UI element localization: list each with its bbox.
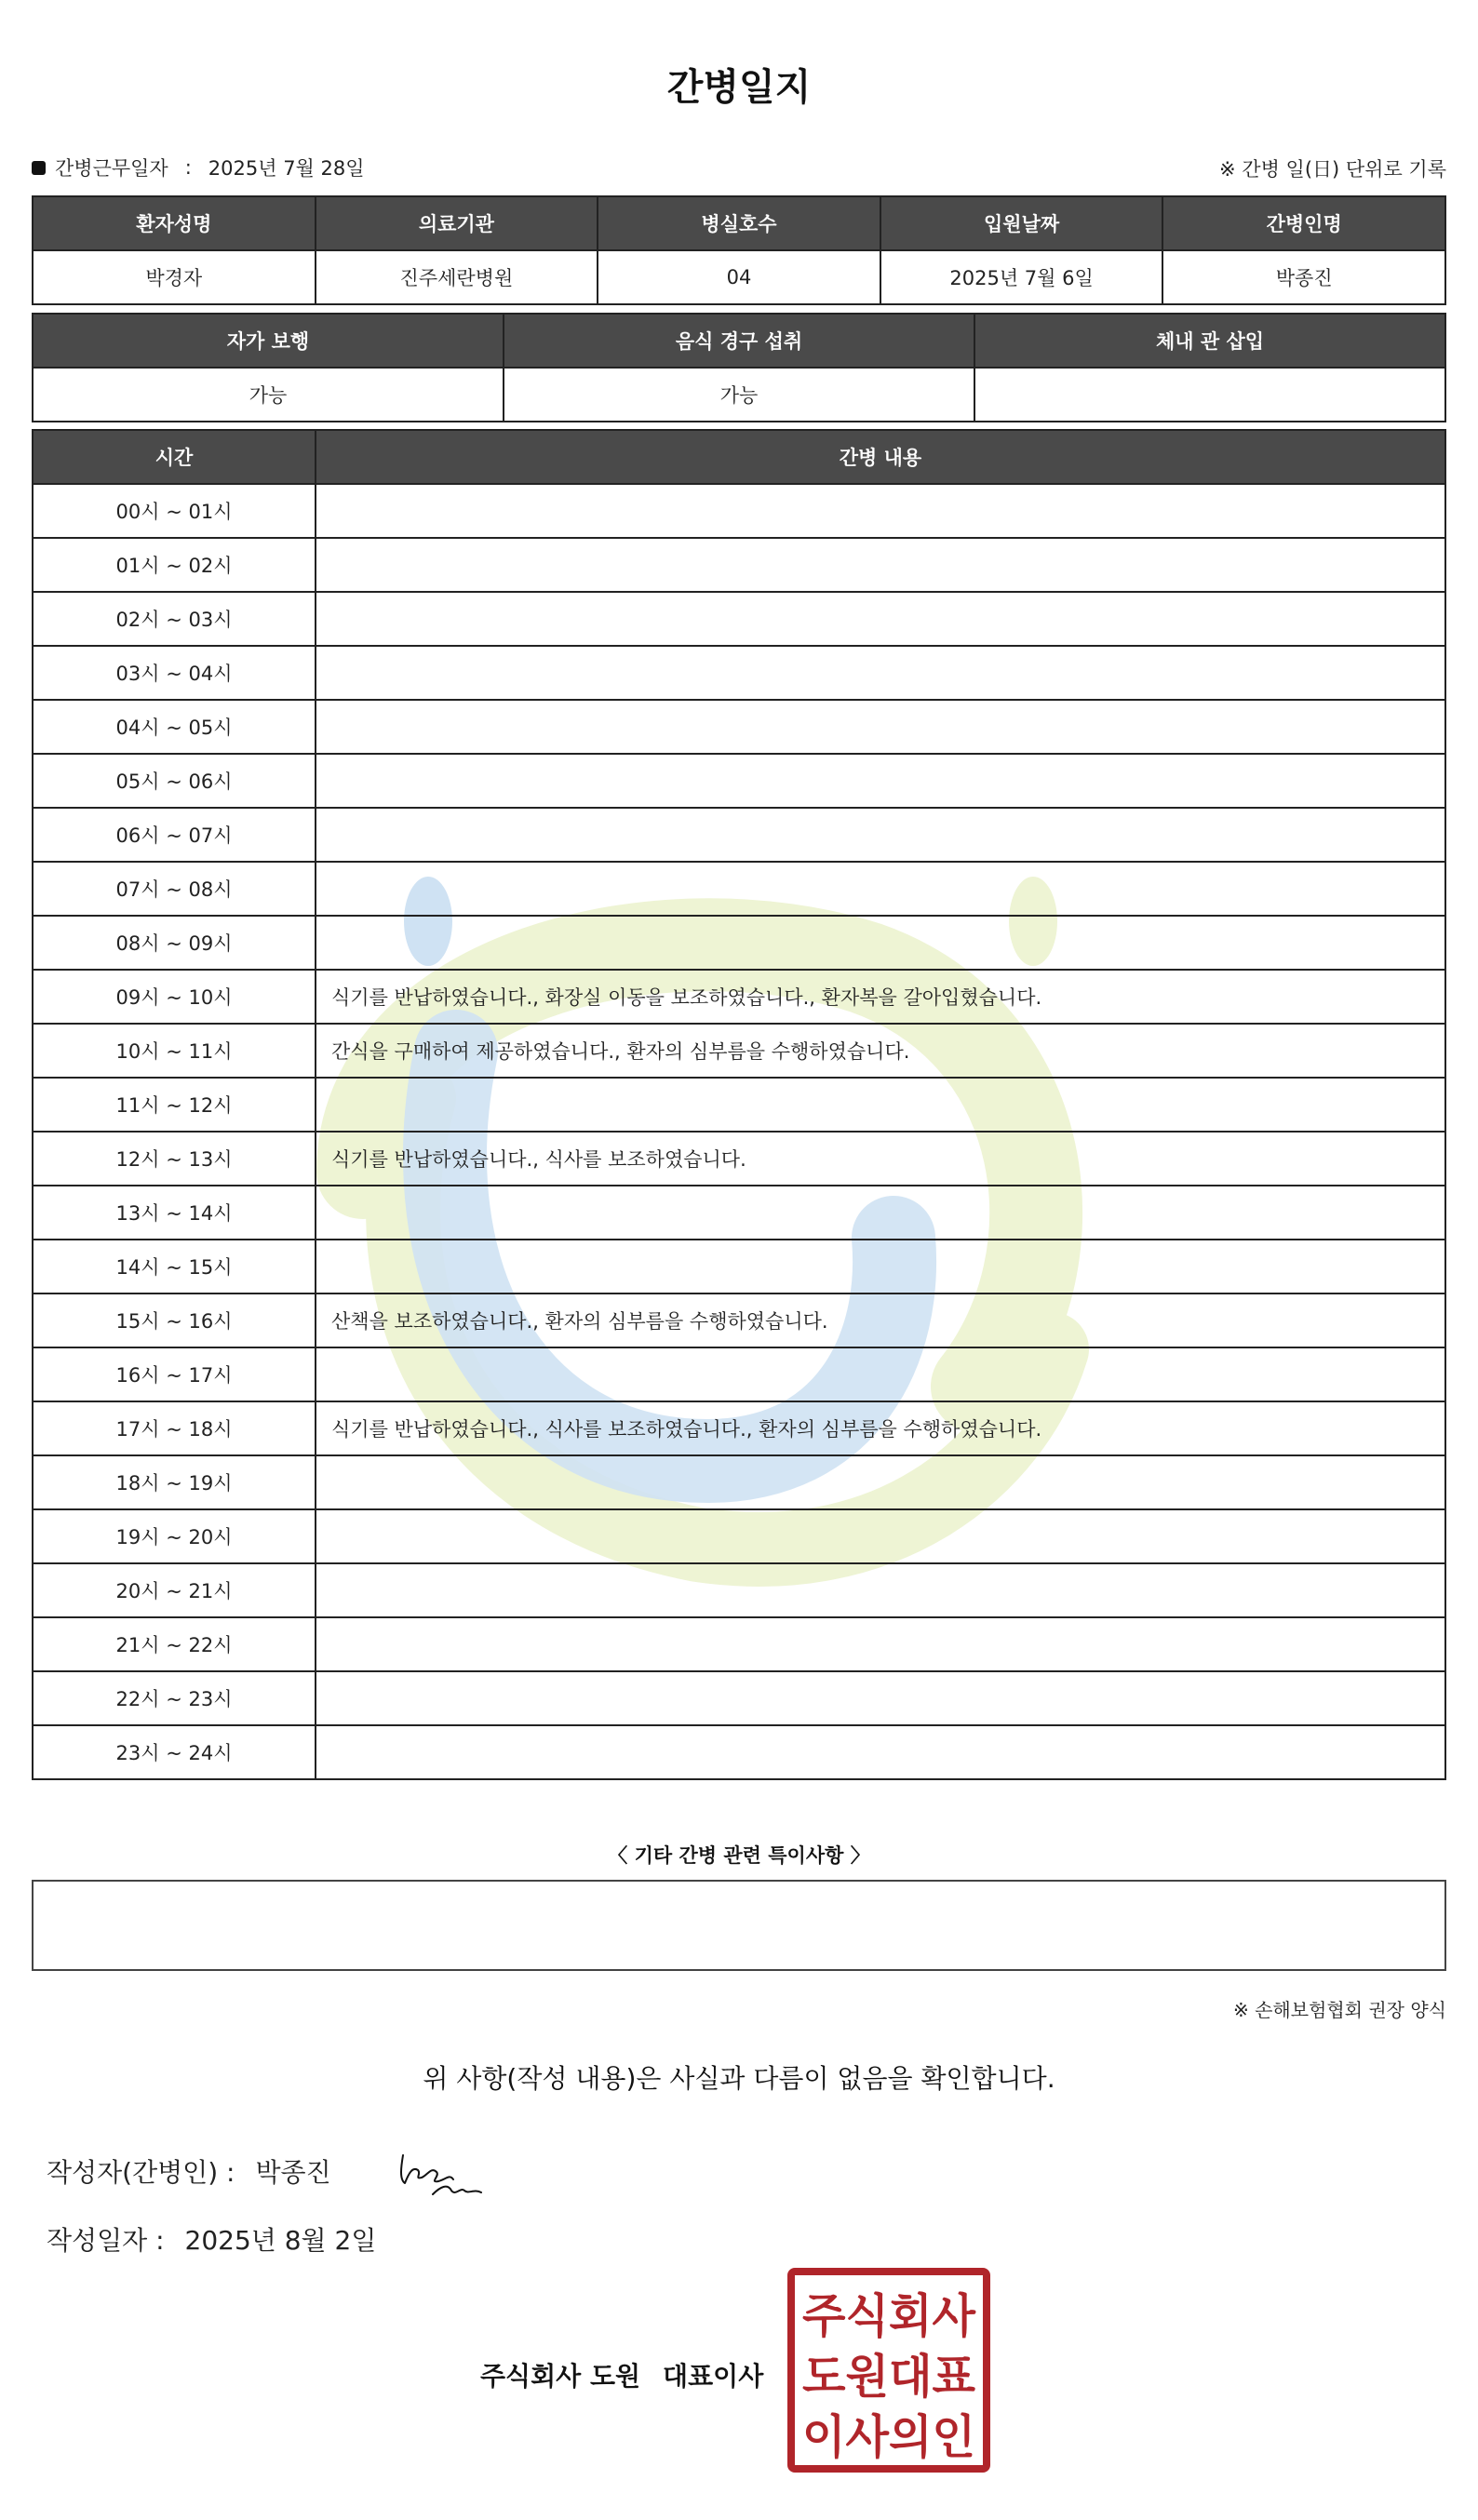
bullet-square-icon [32, 161, 46, 175]
log-time-cell: 14시 ~ 15시 [33, 1240, 316, 1294]
svg-text:도원대표: 도원대표 [802, 2350, 976, 2404]
log-time-cell: 13시 ~ 14시 [33, 1186, 316, 1240]
log-time-cell: 10시 ~ 11시 [33, 1024, 316, 1078]
log-note-cell [316, 1078, 1445, 1132]
log-body [33, 484, 1445, 1779]
value-admission-date: 2025년 7월 6일 [880, 250, 1163, 304]
value-caregiver: 박종진 [1162, 250, 1445, 304]
log-note-cell [316, 646, 1445, 700]
duty-separator: : [184, 156, 192, 179]
handwritten-signature [396, 2146, 489, 2205]
log-note-cell: 식기를 반납하였습니다., 식사를 보조하였습니다. [316, 1132, 1445, 1186]
value-tube-insertion [974, 368, 1445, 422]
patient-header-row [33, 196, 1445, 250]
etc-section-title: 〈 기타 간병 관련 특이사항 〉 [608, 1844, 870, 1867]
duty-date-line [32, 154, 365, 181]
log-note-cell [316, 1347, 1445, 1401]
table-row [33, 1294, 1445, 1347]
write-date-line [47, 2220, 376, 2258]
log-time-cell: 05시 ~ 06시 [33, 754, 316, 808]
log-time-cell: 08시 ~ 09시 [33, 916, 316, 970]
header-caregiver: 간병인명 [1162, 196, 1445, 250]
log-time-cell: 23시 ~ 24시 [33, 1725, 316, 1779]
table-row [33, 592, 1445, 646]
patient-value-row [33, 250, 1445, 304]
value-hospital: 진주세란병원 [316, 250, 598, 304]
log-time-cell: 17시 ~ 18시 [33, 1401, 316, 1455]
table-row [33, 1455, 1445, 1509]
log-note-cell [316, 484, 1445, 538]
company-seal-stamp [786, 2267, 991, 2473]
log-note-cell [316, 916, 1445, 970]
log-time-cell: 00시 ~ 01시 [33, 484, 316, 538]
log-time-cell: 15시 ~ 16시 [33, 1294, 316, 1347]
table-row [33, 646, 1445, 700]
log-time-cell: 03시 ~ 04시 [33, 646, 316, 700]
log-note-cell [316, 592, 1445, 646]
log-note-cell [316, 808, 1445, 862]
hourly-care-log-table [32, 429, 1446, 1780]
log-note-cell [316, 1725, 1445, 1779]
table-row [33, 754, 1445, 808]
log-note-cell: 산책을 보조하였습니다., 환자의 심부름을 수행하였습니다. [316, 1294, 1445, 1347]
log-time-cell: 18시 ~ 19시 [33, 1455, 316, 1509]
writer-name: 박종진 [255, 2157, 331, 2188]
log-note-cell: 식기를 반납하였습니다., 화장실 이동을 보조하였습니다., 환자복을 갈아입혔습니다. [316, 970, 1445, 1024]
log-note-cell: 간식을 구매하여 제공하였습니다., 환자의 심부름을 수행하였습니다. [316, 1024, 1445, 1078]
log-note-cell [316, 700, 1445, 754]
log-note-cell [316, 1617, 1445, 1671]
log-note-cell [316, 1563, 1445, 1617]
table-row [33, 538, 1445, 592]
table-row [33, 808, 1445, 862]
svg-text:주식회사: 주식회사 [802, 2289, 976, 2343]
table-row [33, 1347, 1445, 1401]
log-time-cell: 21시 ~ 22시 [33, 1617, 316, 1671]
log-note-cell [316, 1186, 1445, 1240]
table-row [33, 1132, 1445, 1186]
header-admission-date: 입원날짜 [880, 196, 1163, 250]
etc-notes-box [32, 1880, 1446, 1971]
header-care-content: 간병 내용 [316, 430, 1445, 484]
log-time-cell: 12시 ~ 13시 [33, 1132, 316, 1186]
header-time: 시간 [33, 430, 316, 484]
table-row [33, 970, 1445, 1024]
company-role: 대표이사 [663, 2361, 764, 2392]
log-note-cell [316, 1509, 1445, 1563]
company-name: 주식회사 도원 [480, 2361, 641, 2392]
table-row [33, 1725, 1445, 1779]
log-time-cell: 07시 ~ 08시 [33, 862, 316, 916]
write-date-value: 2025년 8월 2일 [184, 2225, 377, 2256]
status-value-row [33, 368, 1445, 422]
log-time-cell: 16시 ~ 17시 [33, 1347, 316, 1401]
patient-status-table [32, 313, 1446, 422]
log-time-cell: 09시 ~ 10시 [33, 970, 316, 1024]
log-time-cell: 22시 ~ 23시 [33, 1671, 316, 1725]
log-note-cell [316, 862, 1445, 916]
table-row [33, 700, 1445, 754]
header-oral-intake: 음식 경구 섭취 [504, 314, 974, 368]
header-hospital: 의료기관 [316, 196, 598, 250]
table-row [33, 1240, 1445, 1294]
write-date-label: 작성일자 : [47, 2225, 165, 2256]
header-patient-name: 환자성명 [33, 196, 316, 250]
company-signature-line [480, 2356, 763, 2393]
table-row [33, 1186, 1445, 1240]
log-note-cell [316, 1671, 1445, 1725]
duty-label: 간병근무일자 [55, 157, 168, 180]
table-row [33, 1617, 1445, 1671]
value-self-walking: 가능 [33, 368, 504, 422]
log-note-cell [316, 1455, 1445, 1509]
table-row [33, 1671, 1445, 1725]
log-note-cell: 식기를 반납하였습니다., 식사를 보조하였습니다., 환자의 심부름을 수행하였습니다. [316, 1401, 1445, 1455]
value-oral-intake: 가능 [504, 368, 974, 422]
log-header-row [33, 430, 1445, 484]
table-row [33, 1078, 1445, 1132]
log-time-cell: 04시 ~ 05시 [33, 700, 316, 754]
log-time-cell: 11시 ~ 12시 [33, 1078, 316, 1132]
table-row [33, 1401, 1445, 1455]
table-row [33, 1563, 1445, 1617]
log-time-cell: 19시 ~ 20시 [33, 1509, 316, 1563]
log-time-cell: 01시 ~ 02시 [33, 538, 316, 592]
log-time-cell: 06시 ~ 07시 [33, 808, 316, 862]
log-note-cell [316, 754, 1445, 808]
document-title: 간병일지 [666, 66, 812, 109]
status-header-row [33, 314, 1445, 368]
value-patient-name: 박경자 [33, 250, 316, 304]
log-note-cell [316, 1240, 1445, 1294]
log-time-cell: 02시 ~ 03시 [33, 592, 316, 646]
svg-text:이사의인: 이사의인 [802, 2410, 975, 2464]
writer-line [47, 2152, 331, 2190]
header-tube-insertion: 체내 관 삽입 [974, 314, 1445, 368]
daily-record-note: ※ 간병 일(日) 단위로 기록 [1219, 158, 1446, 181]
table-row [33, 1509, 1445, 1563]
duty-date: 2025년 7월 28일 [208, 157, 365, 180]
value-room: 04 [598, 250, 880, 304]
header-room: 병실호수 [598, 196, 880, 250]
log-note-cell [316, 538, 1445, 592]
table-row [33, 484, 1445, 538]
table-row [33, 1024, 1445, 1078]
log-time-cell: 20시 ~ 21시 [33, 1563, 316, 1617]
header-self-walking: 자가 보행 [33, 314, 504, 368]
table-row [33, 862, 1445, 916]
patient-info-table [32, 195, 1446, 305]
table-row [33, 916, 1445, 970]
confirmation-statement: 위 사항(작성 내용)은 사실과 다름이 없음을 확인합니다. [423, 2063, 1055, 2094]
association-form-note: ※ 손해보험협회 권장 양식 [1232, 1999, 1446, 2021]
writer-label: 작성자(간병인) : [47, 2157, 235, 2188]
